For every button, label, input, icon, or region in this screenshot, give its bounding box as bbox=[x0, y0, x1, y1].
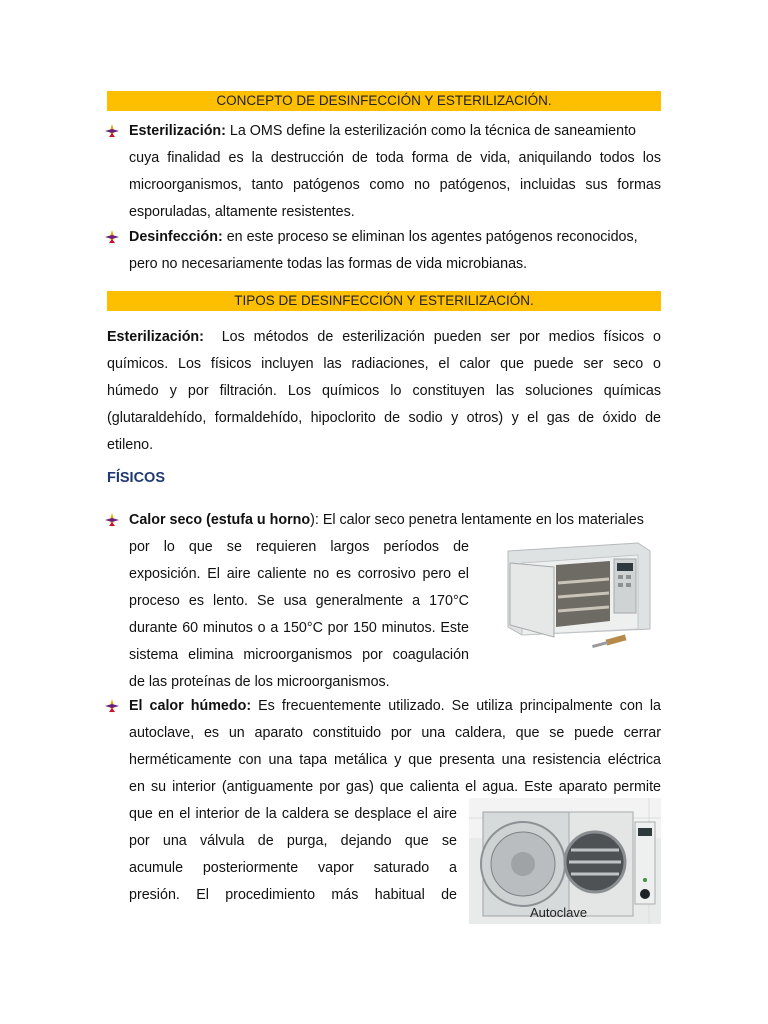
term-calor-seco: Calor seco (estufa u horno bbox=[129, 512, 311, 528]
section-banner-tipos: TIPOS DE DESINFECCIÓN Y ESTERILIZACIÓN. bbox=[107, 291, 661, 311]
calor-humedo-body: El calor húmedo: Es frecuentemente utilizado. Se utiliza principalmente con la autoclave, es un aparato constituido por una caldera, que se puede cerrar herméticamente con una tapa metálica y que presenta una resistencia eléctrica en su interior (antiguamente por gas) que calienta el agua. Este aparato permite bbox=[129, 698, 662, 795]
calor-seco-body: por lo que se requieren largos períodos de exposición. El aire caliente no es corrosivo pero el proceso es lento. Se usa generalmente a 170°C durante 60 minutos o a 150°C por 150 minutos. Este sistema elimina microorganismos por coagulación de las proteínas de los microorganismos. bbox=[129, 539, 469, 690]
arrow-bullet-icon bbox=[105, 230, 119, 244]
arrow-bullet-icon bbox=[105, 699, 119, 713]
heading-fisicos: FÍSICOS bbox=[107, 470, 166, 486]
term-desinfeccion: Desinfección: bbox=[129, 229, 223, 245]
section-banner-concepto: CONCEPTO DE DESINFECCIÓN Y ESTERILIZACIÓN. bbox=[107, 91, 661, 111]
calor-humedo-body-narrow: que en el interior de la caldera se desplace el aire por una válvula de purga, dejando que se acumule posteriormente vapor saturado a presión. El procedimiento más habitual de bbox=[129, 806, 457, 903]
intro-esterilizacion: Esterilización: Los métodos de esterilización pueden ser por medios físicos o químicos. Los físicos incluyen las radiaciones, el calor que puede ser seco o húmedo y por filtración. Los químicos lo constituyen las soluciones químicas (glutaraldehído, formaldehído, hipoclorito de sodio y otros) y el gas de óxido de etileno. bbox=[107, 329, 661, 453]
oven-image bbox=[488, 533, 660, 657]
term-esterilizacion: Esterilización: bbox=[129, 123, 226, 139]
definition-esterilizacion: Esterilización: La OMS define la esterilización como la técnica de saneamiento cuya finalidad es la destrucción de toda forma de vida, aniquilando todos los microorganismos, tanto patógenos como no patógenos, incluidas sus formas esporuladas, altamente resistentes. bbox=[129, 123, 661, 220]
term-intro-esterilizacion: Esterilización: bbox=[107, 329, 204, 345]
term-calor-humedo: El calor húmedo: bbox=[129, 698, 252, 714]
arrow-bullet-icon bbox=[105, 124, 119, 138]
autoclave-caption: Autoclave bbox=[530, 905, 588, 920]
definition-desinfeccion: Desinfección: en este proceso se eliminan los agentes patógenos reconocidos, pero no necesariamente todas las formas de vida microbianas. bbox=[129, 229, 638, 272]
arrow-bullet-icon bbox=[105, 513, 119, 527]
calor-seco-first-line: Calor seco (estufa u horno): El calor seco penetra lentamente en los materiales bbox=[129, 512, 644, 528]
